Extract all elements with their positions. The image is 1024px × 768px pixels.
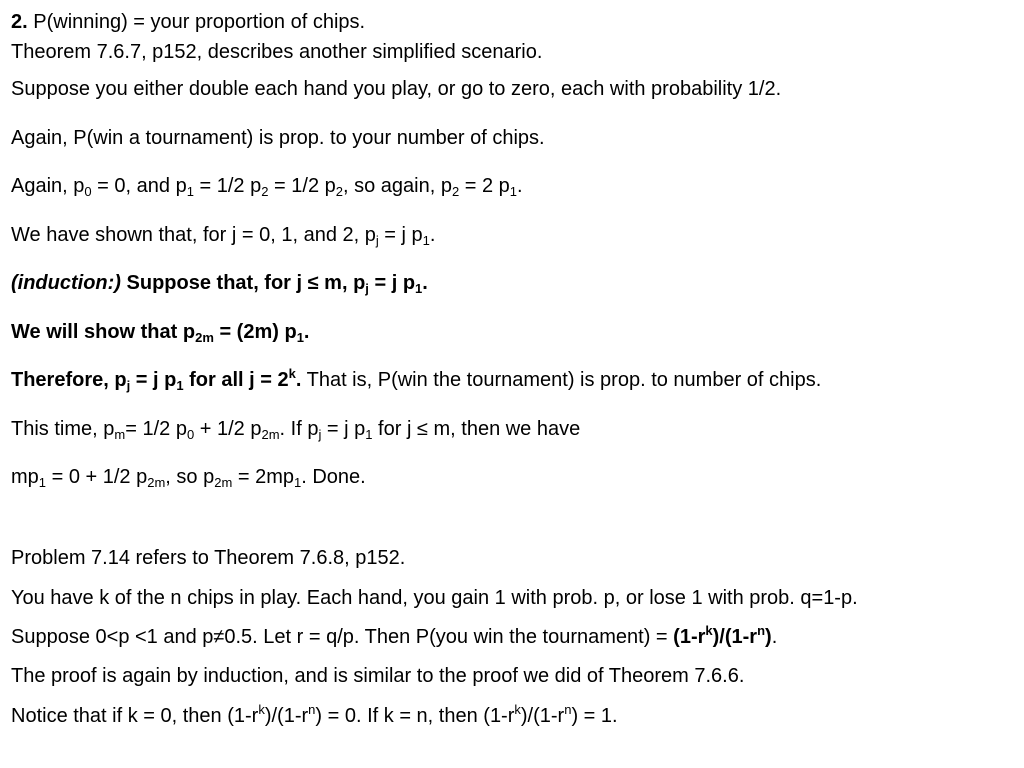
therefore-bold	[11, 366, 302, 393]
subscript: 0	[186, 427, 195, 442]
text-run: Notice that if k = 0, then (1-r	[11, 705, 259, 727]
subscript: 1	[296, 330, 304, 345]
text-run: + 1/2	[194, 418, 251, 440]
text-run: = j	[368, 272, 403, 294]
var-p: p	[498, 175, 510, 197]
subscript: 2	[451, 184, 460, 199]
text-run: = 1/2	[268, 175, 325, 197]
text-run: , so	[165, 466, 204, 488]
text-run: .	[771, 626, 778, 648]
text-run: We will show that	[11, 321, 183, 343]
subscript: 1	[415, 281, 423, 296]
text-run: = j	[378, 224, 412, 246]
scenario-line: Suppose you either double each hand you play, or go to zero, each with probability 1/2.	[11, 78, 782, 100]
subscript: 1	[176, 378, 184, 393]
subscript: 1	[38, 475, 47, 490]
text-run: = 0, and	[91, 175, 176, 197]
var-p: p	[364, 224, 376, 246]
text-run: )	[765, 626, 772, 648]
text-run: . If	[279, 418, 308, 440]
subscript: 1	[186, 184, 194, 199]
again-prop-line: Again, P(win a tournament) is prop. to your number of chips.	[11, 127, 545, 149]
text-run: Therefore,	[11, 369, 115, 391]
var-p: p	[175, 175, 187, 197]
subscript: 1	[365, 427, 373, 442]
superscript: n	[757, 623, 766, 638]
text-run: .	[303, 321, 310, 343]
text-run: That is, P(win the tournament) is prop. to number of chips.	[301, 369, 822, 391]
subscript: 1	[422, 233, 430, 248]
text-run: Suppose 0<p <1 and p≠0.5. Let r = q/p. Then P(you win the tournament) =	[11, 626, 674, 648]
text-run: ) = 0. If k = n, then (1-r	[315, 705, 515, 727]
superscript: k	[705, 623, 713, 638]
text-run: for j ≤ m, then we have	[372, 418, 581, 440]
superscript: k	[258, 702, 265, 717]
subscript: m	[114, 427, 126, 442]
subscript: 2	[261, 184, 269, 199]
text-run: = j	[321, 418, 355, 440]
text-run: Again,	[11, 175, 74, 197]
var-p: p	[307, 418, 319, 440]
text-run: (1-r	[673, 626, 706, 648]
problem-ref-line: Problem 7.14 refers to Theorem 7.6.8, p152.	[11, 547, 406, 569]
text-run: ) = 1.	[571, 705, 618, 727]
var-p: p	[353, 272, 366, 294]
mp-line	[11, 465, 366, 489]
superscript: k	[514, 702, 521, 717]
induction-line	[11, 271, 428, 295]
text-run: .	[295, 369, 302, 391]
var-p: p	[73, 175, 85, 197]
theorem-ref-line: Theorem 7.6.7, p152, describes another simplified scenario.	[11, 41, 543, 63]
superscript: n	[308, 702, 316, 717]
subscript: 1	[509, 184, 518, 199]
var-p: p	[411, 224, 423, 246]
text-run: )/(1-r	[520, 705, 565, 727]
subscript: 2	[335, 184, 343, 199]
var-p: p	[440, 175, 452, 197]
shown-line	[11, 223, 435, 247]
text-run: Suppose that, for j ≤ m,	[120, 272, 354, 294]
var-p: p	[182, 321, 196, 343]
item-number: 2.	[11, 11, 28, 33]
text-run: )/(1-r	[712, 626, 758, 648]
superscript: n	[564, 702, 572, 717]
var-p: p	[114, 369, 127, 391]
text-run: = 2	[459, 175, 499, 197]
subscript: 2m	[147, 475, 166, 490]
subscript: j	[318, 427, 322, 442]
var-p: p	[284, 321, 297, 343]
text-run: .	[422, 272, 428, 294]
var-p: p	[103, 418, 115, 440]
text-run: )/(1-r	[264, 705, 309, 727]
var-p: p	[402, 272, 416, 294]
text-run: = 2mp	[232, 466, 294, 488]
text-run: = 1/2	[125, 418, 176, 440]
show-line	[11, 320, 309, 344]
text-run: for all j = 2	[183, 369, 289, 391]
var-p: p	[354, 418, 366, 440]
var-p: p	[164, 369, 177, 391]
var-p: p	[136, 466, 148, 488]
var-p: p	[250, 418, 262, 440]
subscript: 1	[293, 475, 302, 490]
problem-notice-line	[11, 704, 618, 728]
var-p: p	[203, 466, 215, 488]
text-run: = 1/2	[193, 175, 251, 197]
problem-proof-line: The proof is again by induction, and is similar to the proof we did of Theorem 7.6.6.	[11, 665, 745, 687]
text-run: This time,	[11, 418, 104, 440]
subscript: 2m	[214, 475, 233, 490]
thistime-line	[11, 417, 580, 441]
text-run: .	[429, 224, 436, 246]
var-p: p	[324, 175, 336, 197]
subscript: 2m	[261, 427, 280, 442]
text-run: . Done.	[301, 466, 366, 488]
formula	[673, 623, 772, 648]
text-run: = 0 + 1/2	[46, 466, 137, 488]
problem-setup-line: You have k of the n chips in play. Each hand, you gain 1 with prob. p, or lose 1 with prob. q=1-p.	[11, 587, 858, 609]
superscript: k	[288, 366, 296, 381]
heading-text: P(winning) = your proportion of chips.	[27, 11, 366, 33]
subscript: 0	[84, 184, 92, 199]
subscript: j	[365, 281, 369, 296]
var-p: p	[175, 418, 187, 440]
text-run: mp	[11, 466, 39, 488]
therefore-line	[11, 368, 821, 392]
text-run: = j	[130, 369, 165, 391]
text-run: , so again,	[342, 175, 441, 197]
problem-suppose-line	[11, 625, 777, 649]
subscript: j	[375, 233, 379, 248]
subscript: j	[126, 378, 131, 393]
again-values-line	[11, 174, 523, 198]
subscript: 2m	[195, 330, 214, 345]
text-run: .	[517, 175, 523, 197]
text-run: = (2m)	[213, 321, 285, 343]
text-run: We have shown that, for j = 0, 1, and 2,	[11, 224, 365, 246]
heading-line	[11, 10, 365, 34]
induction-label: (induction:)	[11, 272, 121, 294]
var-p: p	[250, 175, 262, 197]
